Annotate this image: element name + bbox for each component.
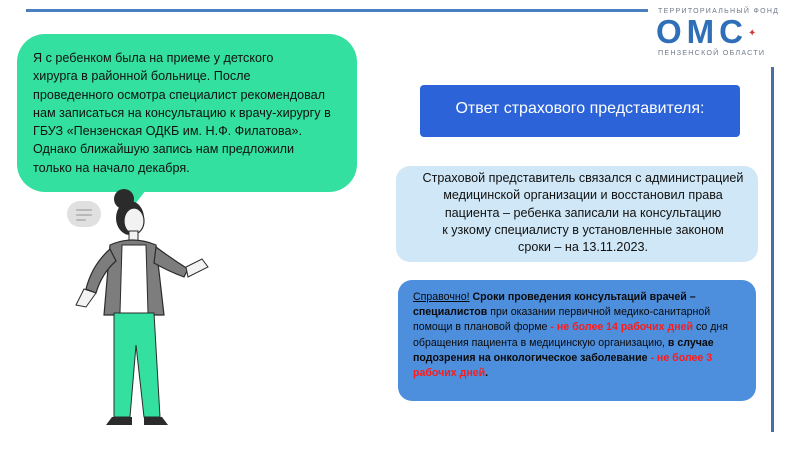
omc-logo [652,8,794,58]
logo-main-text: ОМС [656,13,748,50]
reference-red-2: - не более 3 рабочих дней [413,351,713,380]
reference-bold-2: в случае подозрения на онкологическое заболевание [413,336,714,364]
answer-text: Страховой представитель связался с администрацией медицинской организации и восстановил права пациента – ребенка записали на консультацию к узкому специалисту в установленные законом сроки – на 13.11.2023. [422,171,744,255]
reference-text [413,290,747,381]
top-divider [26,9,648,12]
woman-illustration [60,185,220,435]
answer-heading: Ответ страхового представителя: [455,100,705,117]
right-divider [771,67,774,432]
reference-bold-1: Сроки проведения консультаций врачей – специалистов [413,291,696,319]
logo-top-text: ТЕРРИТОРИАЛЬНЫЙ ФОНД [658,8,780,15]
complaint-text: Я с ребенком была на приеме у детского хирурга в районной больнице. После проведенного осмотра специалист рекомендовал нам записаться на консультацию к врачу-хирургу в ГБУЗ «Пензенская ОДКБ им. Н.Ф. Филатова». Однако ближайшую запись нам предложили только на начало декабря. [33,51,331,175]
reference-normal-2: со дня обращения пациента в медицинскую организацию, [413,321,729,349]
logo-bottom-text: ПЕНЗЕНСКОЙ ОБЛАСТИ [658,48,766,57]
reference-prefix: Справочно! [413,291,470,303]
logo-star-icon: ✦ [748,28,757,39]
reference-red-1: - не более 14 рабочих дней [547,321,694,334]
reference-end: . [485,367,489,380]
reference-normal-1: при оказании первичной медико-санитарной помощи в плановой форме [413,306,711,334]
